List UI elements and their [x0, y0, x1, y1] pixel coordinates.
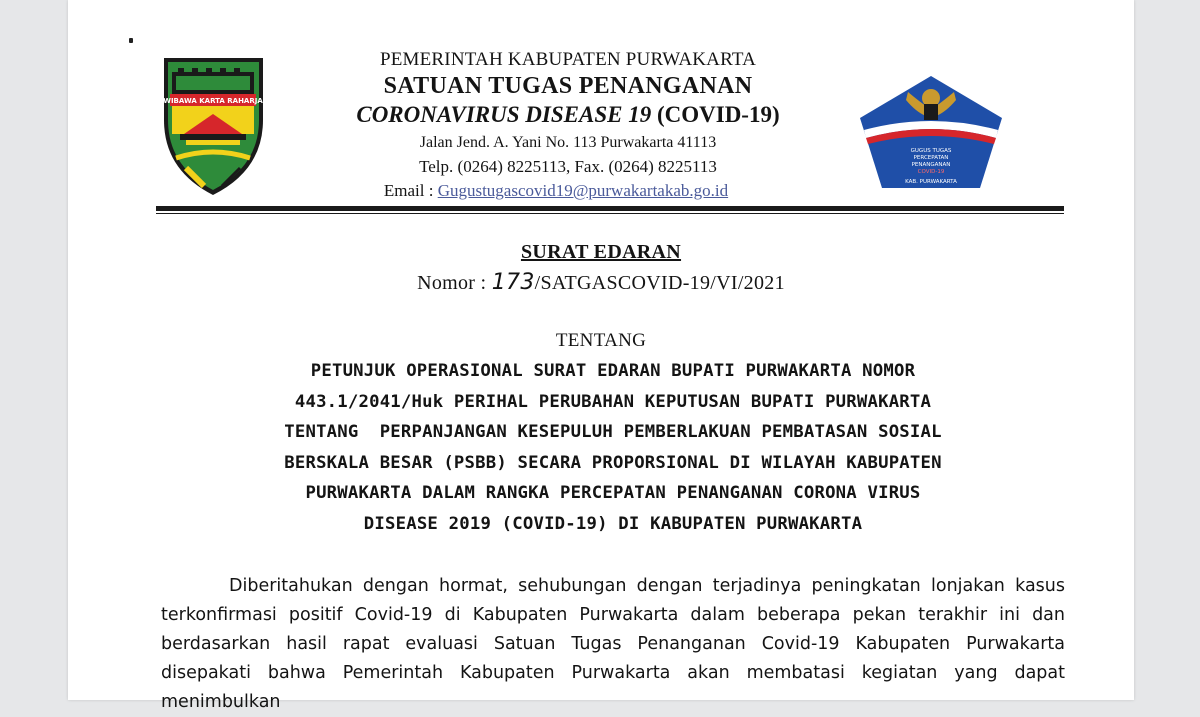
document-number: [68, 270, 1134, 295]
body-paragraph: Diberitahukan dengan hormat, sehubungan dengan terjadinya peningkatan lonjakan kasus terkonfirmasi positif Covid-19 di Kabupaten Purwakarta dalam beberapa pekan terakhir ini dan berdasarkan hasil rapat evaluasi Satuan Tugas Penanganan Covid-19 Kabupaten Purwakarta disepakati bahwa Pemerintah Kabupaten Purwakarta akan membatasi kegiatan yang dapat menimbulkan: [161, 576, 1065, 712]
letterhead-rule-thick: [156, 206, 1064, 211]
phone-fax: Telp. (0264) 8225113, Fax. (0264) 8225113: [419, 157, 717, 176]
address: Jalan Jend. A. Yani No. 113 Purwakarta 41113: [419, 134, 717, 151]
subject-line: BERSKALA BESAR (PSBB) SECARA PROPORSIONAL DI WILAYAH KABUPATEN: [284, 452, 942, 473]
subject-line: PETUNJUK OPERASIONAL SURAT EDARAN BUPATI PURWAKARTA NOMOR: [310, 361, 916, 381]
subject-line: PURWAKARTA DALAM RANGKA PERCEPATAN PENANGANAN CORONA VIRUS: [305, 483, 921, 503]
email-line: [274, 179, 838, 202]
subject-line: DISEASE 2019 (COVID-19) DI KABUPATEN PURWAKARTA: [363, 513, 863, 534]
disease-name: CORONAVIRUS DISEASE 19: [356, 102, 652, 127]
letterhead-rule-thin: [156, 213, 1064, 214]
emblem-text-3: PENANGANAN: [911, 162, 951, 168]
document-page: [68, 0, 1134, 712]
emblem-motto: WIBAWA KARTA RAHARJA: [163, 97, 263, 105]
subject-line: TENTANG PERPANJANGAN KESEPULUH PEMBERLAKUAN PEMBATASAN SOSIAL: [284, 422, 942, 442]
task-force-subtitle: [298, 101, 838, 129]
disease-code: (COVID-19): [656, 102, 780, 127]
document-title: SURAT EDARAN: [520, 241, 682, 263]
number-handwritten: 173: [491, 270, 535, 295]
scan-speck: [129, 38, 133, 43]
emblem-text-1: GUGUS TUGAS: [910, 148, 952, 154]
number-prefix: Nomor :: [417, 272, 487, 294]
emblem-text-2: PERCEPATAN: [913, 155, 949, 161]
email-label: Email :: [383, 181, 434, 200]
regency-emblem-icon: [156, 50, 271, 198]
tentang-heading: TENTANG: [555, 330, 647, 351]
government-name: PEMERINTAH KABUPATEN PURWAKARTA: [379, 49, 757, 70]
task-force-name: SATUAN TUGAS PENANGANAN: [383, 73, 753, 99]
subject-line: 443.1/2041/Huk PERIHAL PERUBAHAN KEPUTUSAN BUPATI PURWAKARTA: [294, 391, 932, 412]
number-suffix: /SATGASCOVID-19/VI/2021: [534, 272, 785, 294]
email-link[interactable]: Gugustugascovid19@purwakartakab.go.id: [437, 181, 729, 200]
subject-block: [158, 356, 1068, 539]
emblem-text-4: COVID-19: [917, 169, 945, 175]
task-force-emblem-icon: [856, 72, 1006, 192]
letterhead: [298, 48, 838, 202]
emblem-text-5: KAB. PURWAKARTA: [905, 179, 957, 185]
